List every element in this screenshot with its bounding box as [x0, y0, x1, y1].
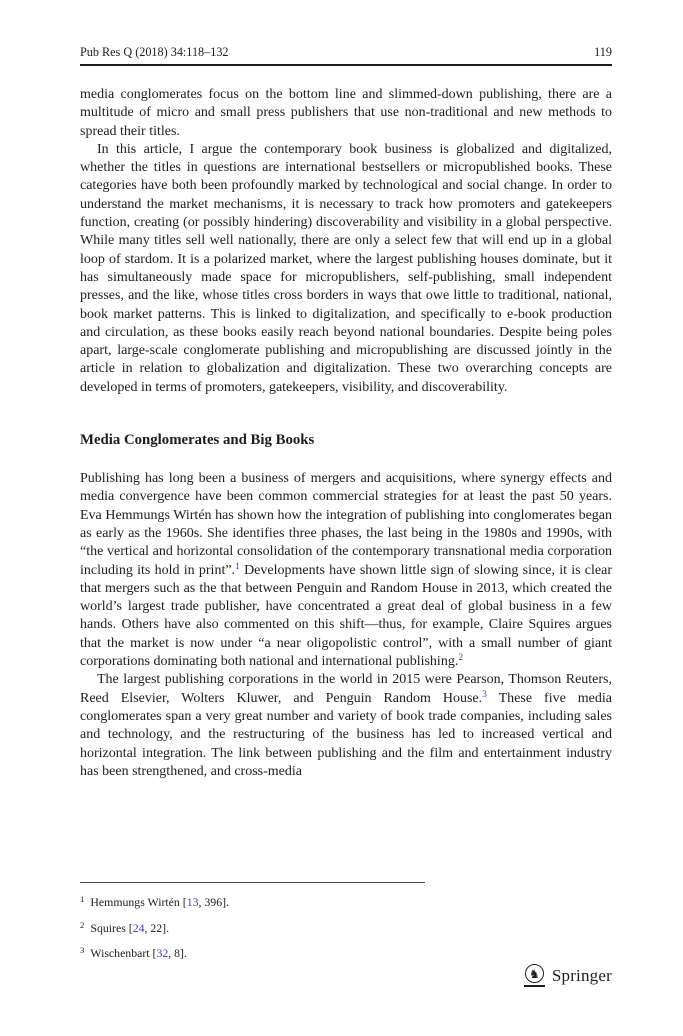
citation-link-32[interactable]: 32 [156, 946, 169, 960]
paragraph-3-text-2: Developments have shown little sign of slowing since, it is clear that mergers such as the that between Penguin and Random House in 2013, which created the world’s largest trade publisher, have concentrated a great deal of global business in a few hands. Others have also commented on this shift—thus, for example, Claire Squires argues that the market is now under “a near oligopolistic control”, with a small number of giant corporations dominating both national and international publishing. [80, 562, 612, 670]
body-paragraph-4 [80, 671, 612, 781]
paragraph-3-text-1: Publishing has long been a business of mergers and acquisitions, where synergy effects and media convergence have been common commercial strategies for at least the past 50 years. Eva Hemmungs Wirtén has shown how the integration of publishing into conglomerates began as early as the 1960s. She identifies three phases, the last being in the 1980s and 1990s, with “the vertical and horizontal consolidation of the contemporary transnational media corporation including its hold in print”. [80, 471, 612, 578]
footnote-3-marker: 3 [80, 945, 85, 955]
article-body [80, 86, 612, 878]
springer-horse-icon [524, 963, 546, 989]
springer-horse-glyph: ♞ [525, 964, 544, 983]
citation-link-13[interactable]: 13 [186, 895, 199, 909]
body-paragraph-3 [80, 470, 612, 671]
footnote-1-text: Hemmungs Wirtén [ [90, 895, 187, 909]
footnote-3-text: Wischenbart [ [90, 946, 157, 960]
section-heading: Media Conglomerates and Big Books [80, 432, 315, 449]
footnote-2-text-end: , 22]. [144, 920, 170, 935]
footnote-2-text: Squires [ [90, 920, 133, 935]
header-rule [80, 64, 612, 66]
body-paragraph-2: In this article, I argue the contemporary book business is globalized and digitalized, whether the titles in questions are international bestsellers or micropublished books. These categories have both been profoundly marked by technological and social change. In order to understand the market mechanisms, it is necessary to track how promoters and gatekeepers function, creating (or possibly hindering) discoverability and visibility in a global perspective. While many titles sell well nationally, there are only a select few that will end up in a global loop of stardom. It is a polarized market, where the largest publishing houses dominate, but it has simultaneously made space for micropublishers, self-publishing, small independent presses, and the like, whose titles cross borders in ways that owe little to traditional, national, book market patterns. This is linked to digitalization, and specifically to e-book production and circulation, as these books easily reach beyond national boundaries. Despite being poles apart, large-scale conglomerate publishing and micropublishing are discussed jointly in the article in relation to globalization and digitalization. These two overarching concepts are developed in terms of promoters, gatekeepers, visibility, and discoverability. [80, 141, 612, 395]
footnote-1 [80, 892, 612, 909]
footnote-2 [80, 918, 612, 935]
footnote-ref-2[interactable]: 2 [458, 653, 464, 664]
springer-logo-underline [524, 985, 545, 987]
footnote-2-marker: 2 [80, 919, 85, 930]
footnote-ref-3[interactable]: 3 [482, 689, 487, 700]
journal-reference: Pub Res Q (2018) 34:118–132 [80, 45, 229, 59]
springer-logo [524, 963, 612, 989]
footnote-ref-1[interactable]: 1 [235, 561, 240, 572]
footnote-separator [80, 882, 425, 883]
paragraph-4-text-2: These five media conglomerates span a very great number and variety of book trade companies, including sales and technology, and the restructuring of the business has led to increased vertical and horizontal integration. The link between publishing and the film and entertainment industry has been strengthened, and cross-media [80, 690, 612, 779]
running-head [80, 45, 612, 59]
footnote-3-text-end: , 8]. [168, 946, 187, 960]
footnote-3 [80, 943, 612, 960]
footnote-1-text-end: , 396]. [198, 895, 229, 909]
footnote-1-marker: 1 [80, 894, 85, 904]
page-number: 119 [594, 45, 612, 59]
springer-logo-text: Springer [551, 966, 612, 985]
footnotes-section [80, 882, 612, 969]
body-paragraph-1: media conglomerates focus on the bottom line and slimmed-down publishing, there are a multitude of micro and small press publishers that use non-traditional and new methods to spread their titles. [80, 87, 612, 139]
paragraph-4-text-1: The largest publishing corporations in the world in 2015 were Pearson, Thomson Reuters, Reed Elsevier, Wolters Kluwer, and Penguin Random House. [80, 672, 612, 706]
citation-link-24[interactable]: 24 [132, 920, 145, 935]
